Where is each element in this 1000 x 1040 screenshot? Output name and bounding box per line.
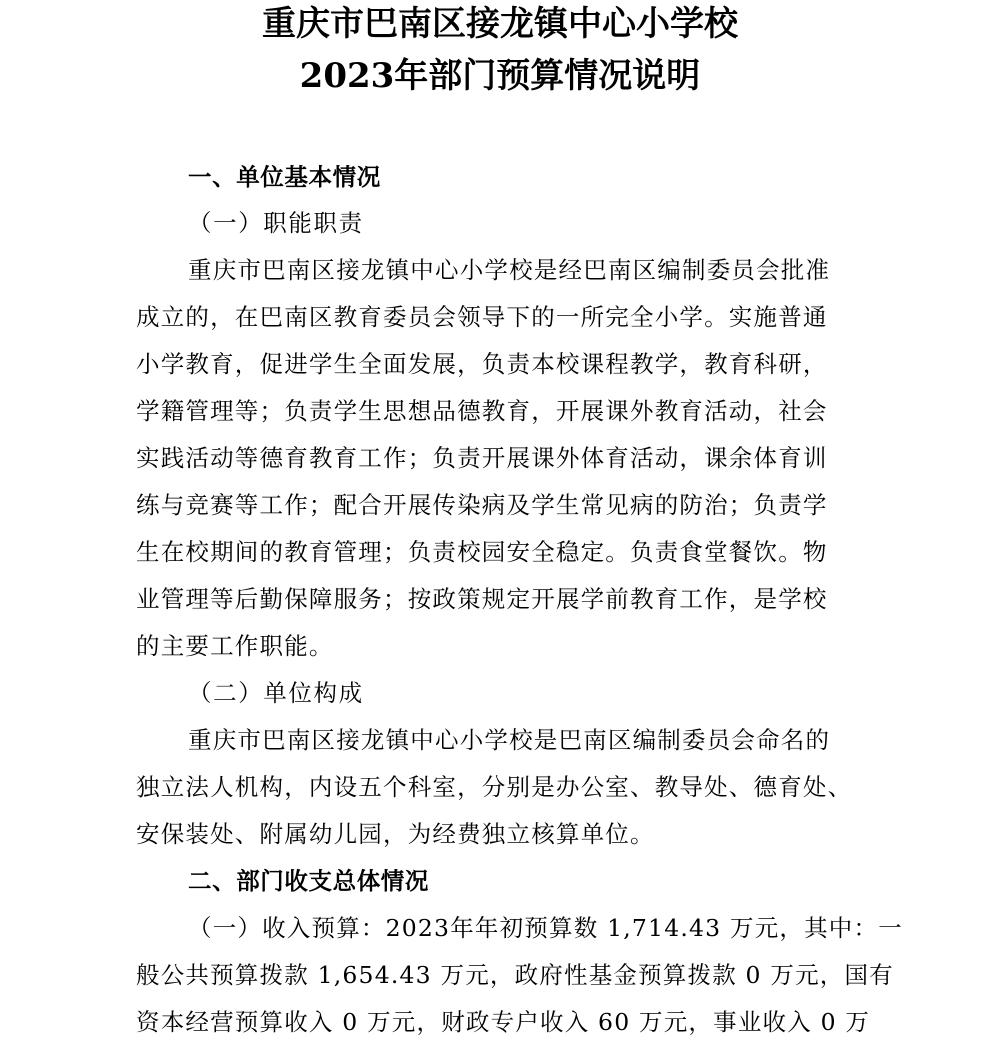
document-title-line2: 2023年部门预算情况说明 [299,56,701,96]
paragraph-composition-line: 独立法人机构，内设五个科室，分别是办公室、教导处、德育处、 [136,773,853,801]
paragraph-functions-line: 的主要工作职能。 [136,632,334,660]
subheading-functions: （一）职能职责 [188,209,364,237]
paragraph-functions-line: 实践活动等德育教育工作；负责开展课外体育活动，课余体育训 [136,444,828,472]
paragraph-functions-line: 重庆市巴南区接龙镇中心小学校是经巴南区编制委员会批准 [188,256,831,284]
paragraph-functions-line: 成立的，在巴南区教育委员会领导下的一所完全小学。实施普通 [136,303,828,331]
paragraph-functions-line: 练与竞赛等工作；配合开展传染病及学生常见病的防治；负责学 [136,491,828,519]
document-title-line1: 重庆市巴南区接龙镇中心小学校 [262,4,738,44]
paragraph-income-line: 资本经营预算收入 0 万元，财政专户收入 60 万元，事业收入 0 万 [136,1008,871,1036]
section-heading-budget-overview: 二、部门收支总体情况 [188,867,429,895]
subheading-composition: （二）单位构成 [188,679,364,707]
paragraph-functions-line: 业管理等后勤保障服务；按政策规定开展学前教育工作，是学校 [136,585,828,613]
paragraph-functions-line: 学籍管理等；负责学生思想品德教育，开展课外教育活动，社会 [136,397,828,425]
paragraph-functions-line: 生在校期间的教育管理；负责校园安全稳定。负责食堂餐饮。物 [136,538,828,566]
paragraph-composition-line: 重庆市巴南区接龙镇中心小学校是巴南区编制委员会命名的 [188,726,831,754]
paragraph-composition-line: 安保装处、附属幼儿园，为经费独立核算单位。 [136,820,655,848]
paragraph-functions-line: 小学教育，促进学生全面发展，负责本校课程教学，教育科研， [136,350,828,378]
paragraph-income-line: 般公共预算拨款 1,654.43 万元，政府性基金预算拨款 0 万元，国有 [136,961,894,989]
section-heading-basic-info: 一、单位基本情况 [188,163,381,191]
paragraph-income-line: （一）收入预算：2023年年初预算数 1,714.43 万元，其中：一 [188,914,903,942]
